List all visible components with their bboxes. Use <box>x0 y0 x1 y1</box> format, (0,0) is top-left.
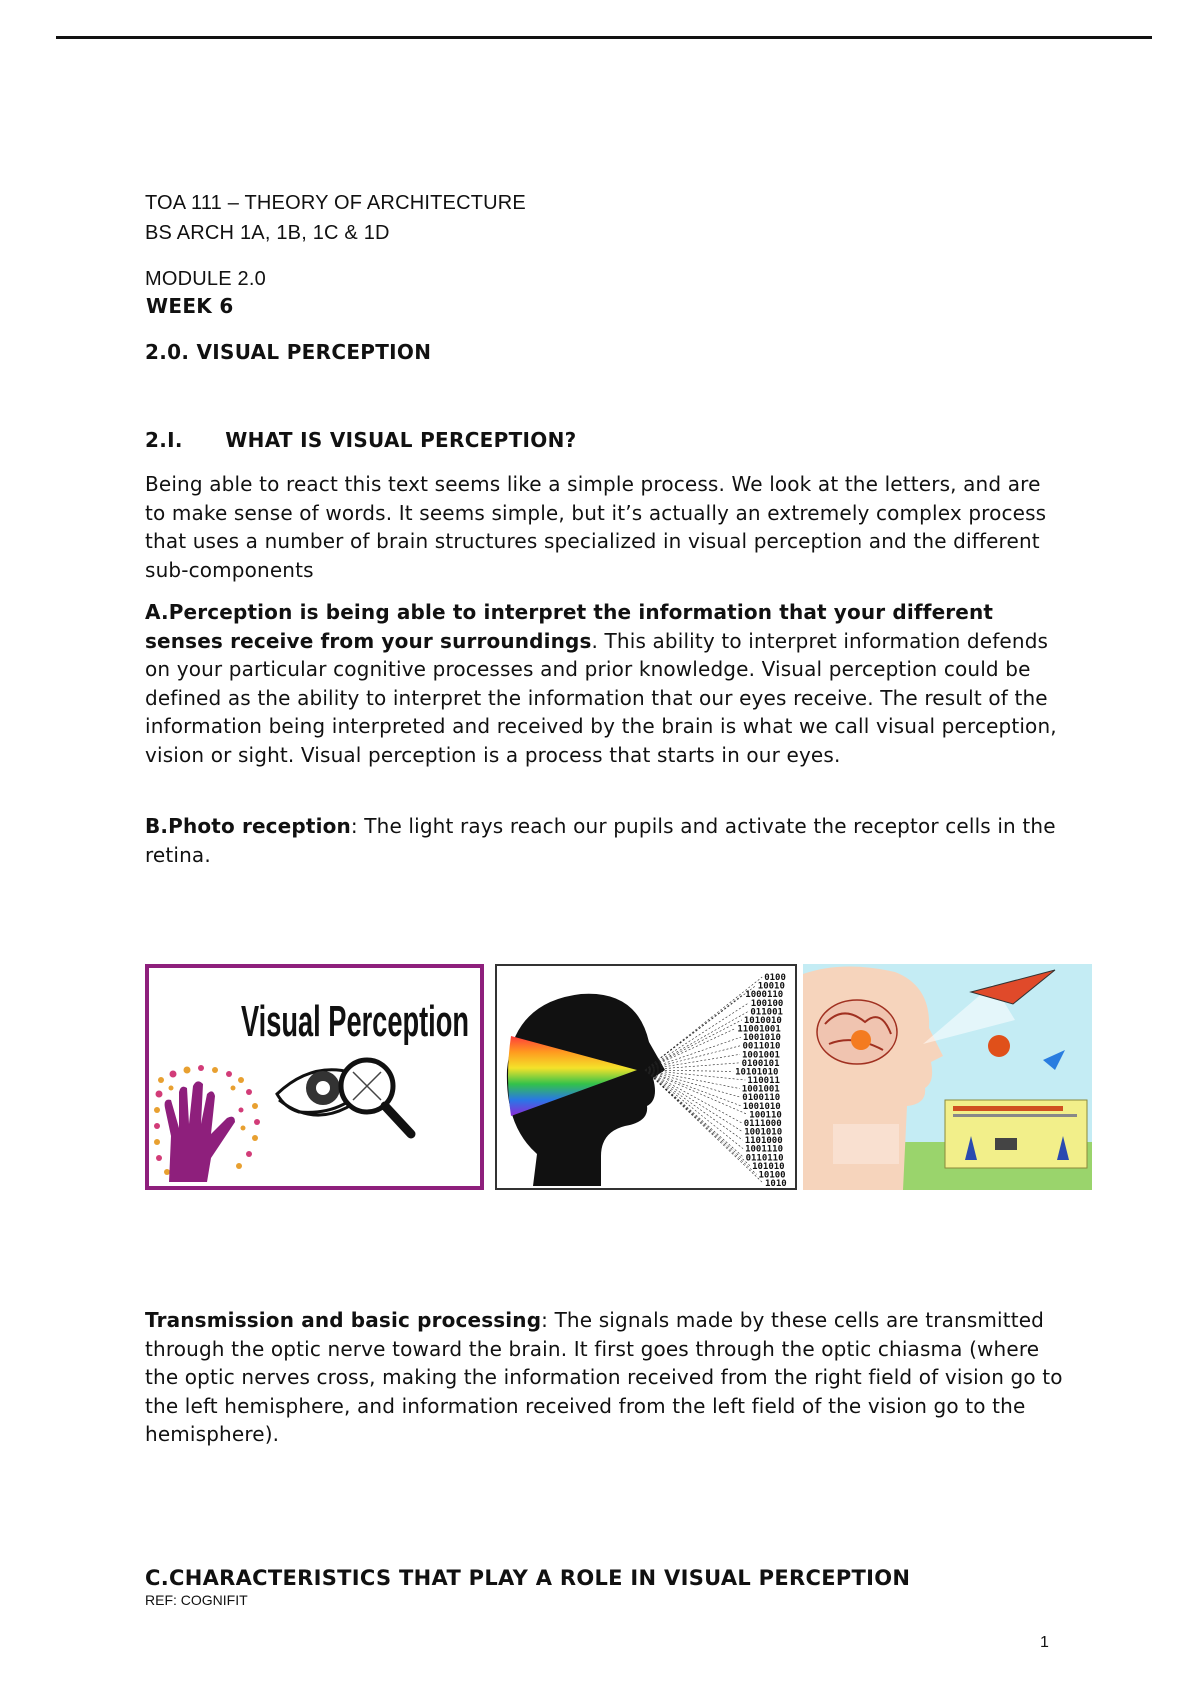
binary-line: 100110 <box>749 1110 782 1121</box>
binary-line: 1001001 <box>742 1050 780 1061</box>
eye-ball-icon <box>851 1030 871 1050</box>
visual-perception-image <box>145 964 484 1190</box>
binary-line: 011001 <box>750 1007 783 1018</box>
binary-ray <box>645 1003 749 1070</box>
binary-line: 0111000 <box>743 1118 782 1129</box>
intro-paragraph: Being able to react this text seems like a simple process. We look at the letters, and are to make sense of words. It seems simple, but it’s actually an extremely complex process that uses a number of brain structures specialized in visual perception and the different sub-components <box>145 472 1047 582</box>
binary-stream <box>645 973 787 1189</box>
binary-ray <box>645 1070 747 1114</box>
binary-ray <box>645 1070 742 1123</box>
course-sections: BS ARCH 1A, 1B, 1C & 1D <box>145 222 390 244</box>
paragraph-a-body: . This ability to interpret information defends on your particular cognitive processes and prior knowledge. Visual perception could be defined as the ability to interpret the information that our eyes receive. The result of the information being interpreted and received by the brain is what we call visual perception, vision or sight. Visual perception is a process that starts in our eyes. <box>145 628 1057 767</box>
visual-perception-banner-text: Visual Perception <box>241 997 469 1046</box>
section-c-title: C.CHARACTERISTICS THAT PLAY A ROLE IN VISUAL PERCEPTION <box>145 1566 911 1590</box>
brain-kite-image <box>803 964 1092 1190</box>
binary-line: 0100101 <box>741 1058 780 1069</box>
binary-line: 1001110 <box>745 1144 784 1155</box>
binary-line: 1010010 <box>743 1015 782 1026</box>
visual-perception-illustration <box>149 968 480 1186</box>
ball-icon <box>988 1035 1010 1057</box>
paragraph-a <box>145 598 1065 769</box>
info-panel-line <box>953 1114 1077 1117</box>
binary-line: 0100110 <box>742 1093 781 1104</box>
binary-ray <box>645 1020 742 1070</box>
binary-line: 10101010 <box>735 1067 779 1078</box>
device-icon <box>995 1138 1017 1150</box>
paragraph-transmission-body: : The signals made by these cells are transmitted through the optic nerve toward the brain. It first goes through the optic chiasma (where the optic nerves cross, making the information received from the right field of vision go to the left hemisphere, and information received from the left field of the vision go to the hemisphere). <box>145 1308 1063 1446</box>
subsection-number: 2.I. <box>145 428 183 452</box>
binary-line: 100100 <box>750 998 784 1009</box>
binary-line: 1001010 <box>744 1127 783 1138</box>
binary-line: 11001001 <box>737 1024 781 1035</box>
binary-line: 101010 <box>752 1161 785 1172</box>
info-panel-heading <box>953 1106 1063 1111</box>
paragraph-b-lead: B.Photo reception <box>145 814 351 838</box>
caption-box <box>833 1124 899 1164</box>
binary-head-illustration <box>497 966 795 1188</box>
module-label: MODULE 2.0 <box>145 268 266 290</box>
paragraph-a-lead: A.Perception is being able to interpret the information that your different senses receive from your surroundings <box>145 600 994 653</box>
page-number: 1 <box>1040 1634 1049 1651</box>
binary-ray <box>645 1070 744 1157</box>
binary-line: 0110110 <box>745 1153 784 1164</box>
binary-line: 0011010 <box>742 1041 781 1052</box>
binary-ray <box>645 994 743 1070</box>
bird-icon <box>1043 1050 1065 1070</box>
paragraph-transmission <box>145 1306 1065 1449</box>
binary-line: 1001010 <box>743 1033 781 1044</box>
hand-icon <box>165 1081 235 1182</box>
binary-line: 10010 <box>757 981 785 992</box>
binary-ray <box>645 1070 740 1097</box>
binary-line: 1001010 <box>742 1101 781 1112</box>
binary-line: 1000110 <box>745 990 784 1001</box>
binary-head-image <box>495 964 797 1190</box>
binary-line: 110011 <box>747 1076 780 1086</box>
subsection-title: WHAT IS VISUAL PERCEPTION? <box>225 428 577 452</box>
paragraph-b <box>145 812 1065 869</box>
subsection-heading <box>145 428 577 452</box>
header-rule <box>56 36 1152 39</box>
course-title: TOA 111 – THEORY OF ARCHITECTURE <box>145 192 526 214</box>
binary-line: 10100 <box>758 1170 786 1181</box>
eye-magnifier-icon <box>277 1060 411 1134</box>
binary-ray <box>645 1070 743 1149</box>
binary-line: 1101000 <box>744 1136 783 1147</box>
paragraph-transmission-lead: Transmission and basic processing <box>145 1308 542 1332</box>
reference-note: REF: COGNIFIT <box>145 1592 248 1608</box>
binary-line: 0100 <box>764 973 786 983</box>
week-label: WEEK 6 <box>146 294 234 318</box>
binary-line: 1001001 <box>741 1084 780 1095</box>
binary-line: 1010 <box>765 1179 787 1189</box>
section-title: 2.0. VISUAL PERCEPTION <box>145 340 432 364</box>
paragraph-b-body: : The light rays reach our pupils and activate the receptor cells in the retina. <box>145 814 1056 867</box>
binary-ray <box>645 1070 743 1140</box>
brain-kite-illustration <box>803 964 1092 1190</box>
